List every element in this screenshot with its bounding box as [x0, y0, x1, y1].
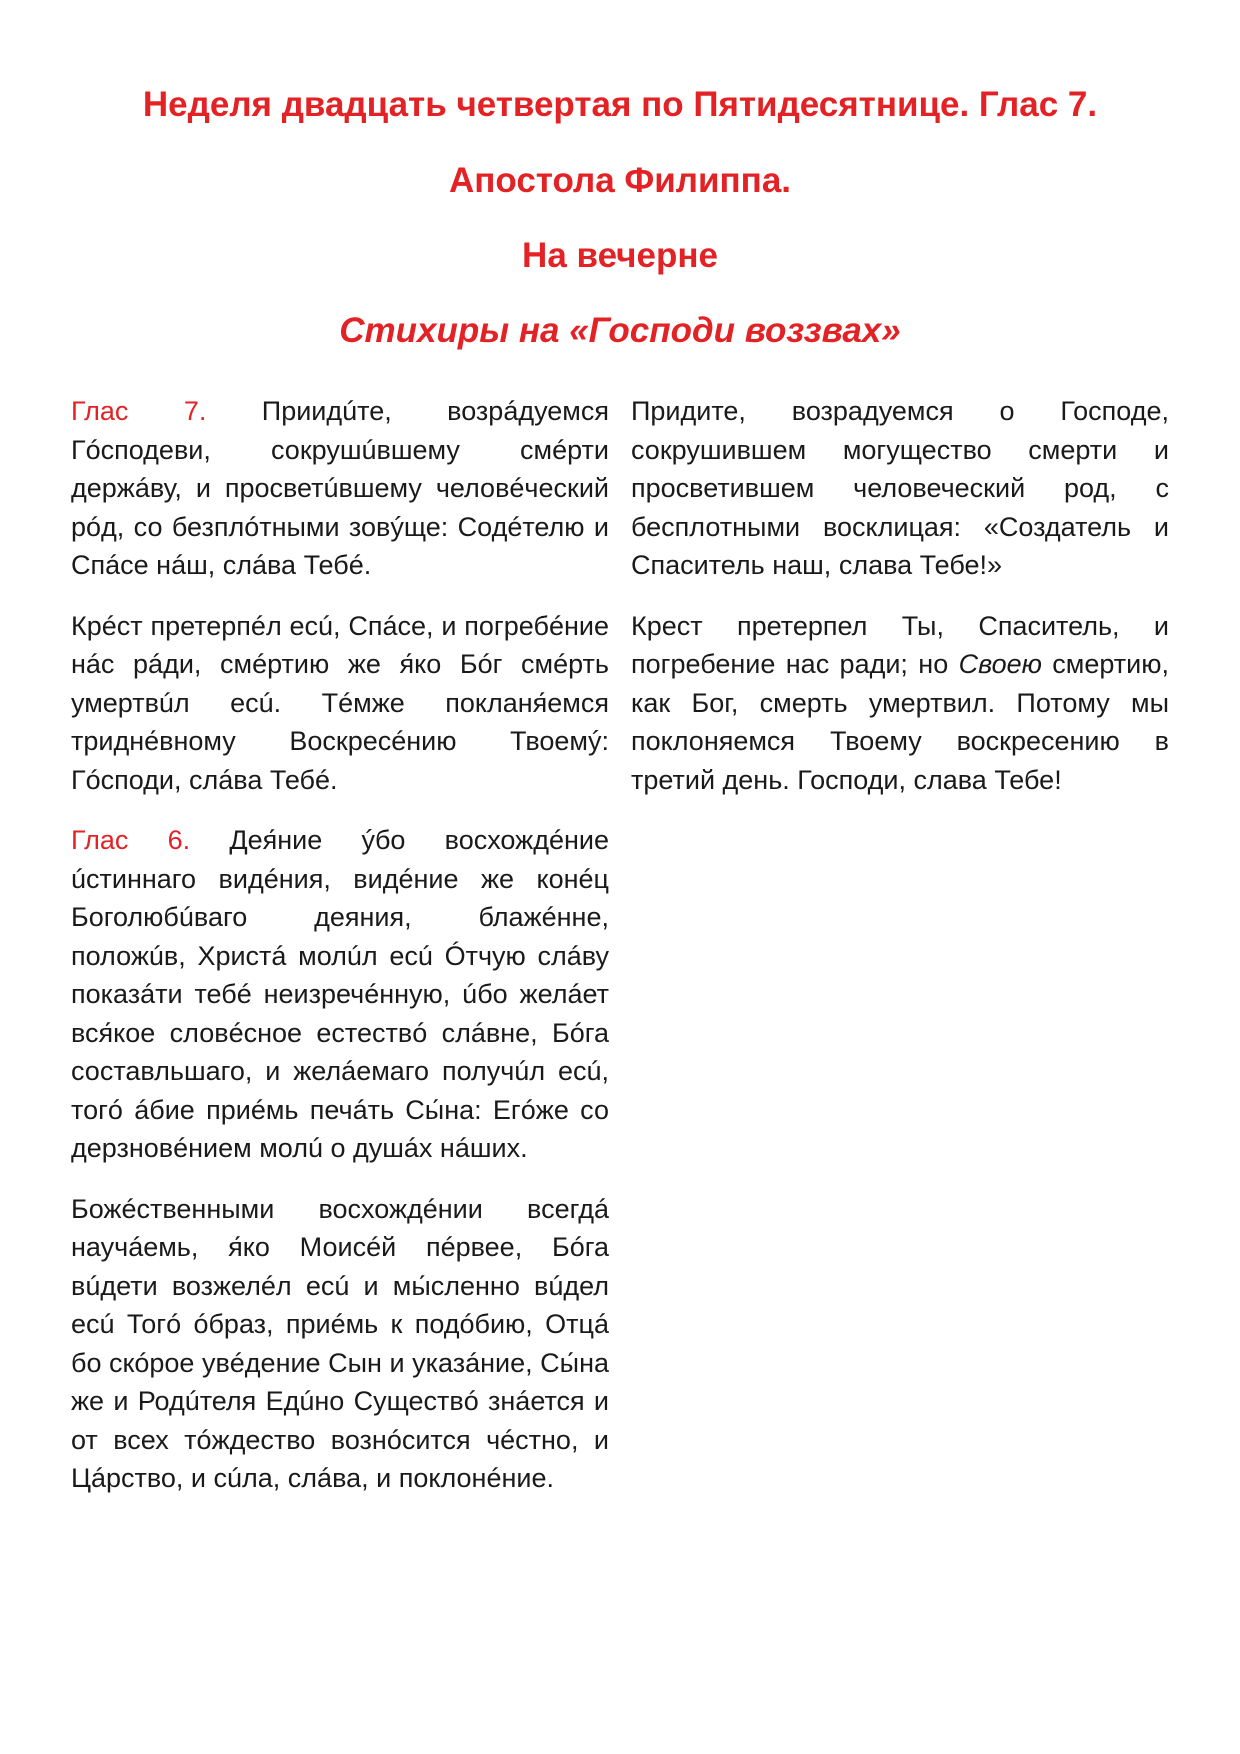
translation-paragraph-1: [631, 392, 1169, 585]
stichera-paragraph-2: [71, 607, 609, 800]
stichera-text: Крéст претерпéл есú, Спáсе, и погребéние нáс рáди, смéртию же я́ко Бóг смéрть умертвúл есú. Тéмже покланя́емся тридне́вному Воскресéнию Твоемý: Гóсподи, слáва Тебé.: [71, 610, 609, 795]
stichera-paragraph-4: [71, 1190, 609, 1498]
stichera-text: Приидúте, возрáдуемся Гóсподеви, сокрушúвшему смéрти держáву, и просветúвшему человéческий рóд, со безплóтными зовýще: Содéтелю и Спáсе нáш, слáва Тебé.: [71, 396, 609, 580]
translation-paragraph-2: [631, 607, 1169, 800]
heading-apostle: Апостола Филиппа.: [448, 161, 792, 200]
tone-label: Глас 6.: [71, 825, 191, 855]
stichera-text: Божéственными восхождéнии всегдá научáемь, я́ко Моисéй пéрвее, Бóга вúдети возжелéл есú и мы́сленно вúдел есú Тогó óбраз, приéмь к подóбию, Отцá бо скóрое увéдение Сын и указáние, Сы́на же и Родúтеля Едúно Существó знáется и от всех тóждество вознóсится чéстно, и Цáрство, и сúла, слáва, и поклонéние.: [71, 1193, 609, 1493]
heading-stichera: Стихиры на «Господи воззвах»: [339, 311, 901, 350]
russian-translation-column: [631, 392, 1169, 821]
stichera-paragraph-3: [71, 821, 609, 1168]
stichera-text: Дея́ние ýбо восхождéние úстиннаго видéния, видéние же конéц Боголюбúваго деяния, блажéнне, положúв, Христá молúл есú Óтчую слáву показáти тебé неизречéнную, úбо желáет вся́кое словéсное естествó слáвне, Бóга составльшаго, и желáемаго получúл есú, тогó áбие приéмь печáть Сы́на: Егóже со дерзновéнием молú о душáх нáших.: [71, 825, 609, 1163]
translation-text: Придите, возрадуемся о Господе, сокрушившем могущество смерти и просветившем человеческий род, с бесплотными восклицая: «Создатель и Спаситель наш, слава Тебе!»: [631, 396, 1169, 580]
heading-sunday-title: Неделя двадцать четвертая по Пятидесятнице. Глас 7.: [142, 85, 1098, 124]
translation-text: Крест претерпел Ты, Спаситель, и погребение нас ради; но: [631, 610, 1169, 679]
tone-label: Глас 7.: [71, 396, 207, 426]
translation-text: смертию, как Бог, смерть умертвил. Потому мы поклоняемся Твоему воскресению в третий день. Господи, слава Тебе!: [631, 649, 1170, 795]
church-slavonic-column: [71, 392, 609, 1520]
translation-italic-word: Своею: [958, 649, 1042, 679]
heading-vespers: На вечерне: [522, 236, 718, 275]
stichera-paragraph-1: [71, 392, 609, 585]
